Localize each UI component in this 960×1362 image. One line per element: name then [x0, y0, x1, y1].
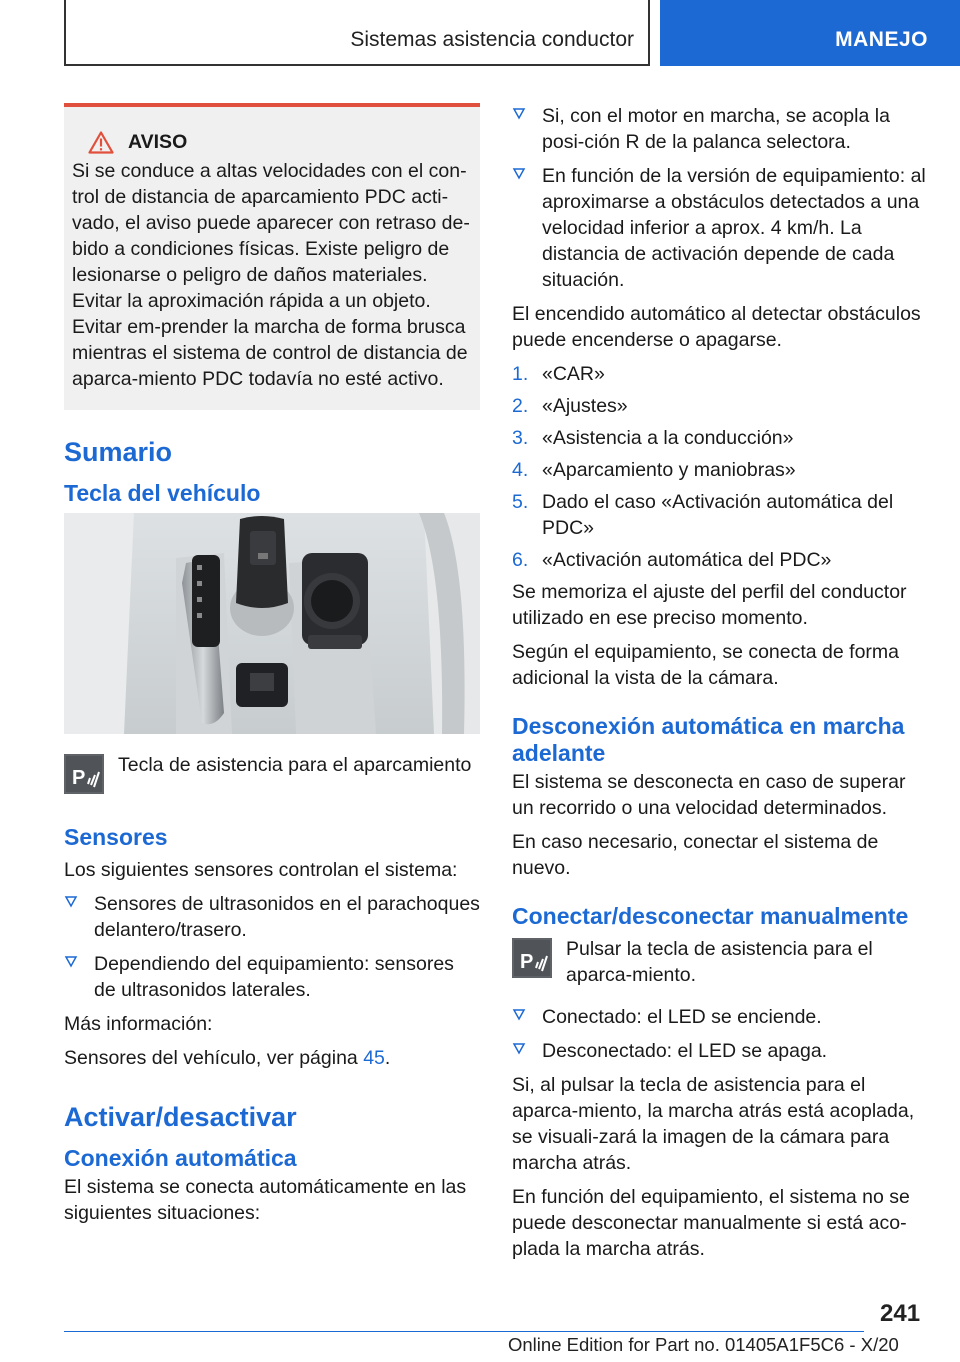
parking-assist-button-icon[interactable] — [64, 754, 104, 794]
desconexion-p2: En caso necesario, conectar el sistema de nuevo. — [512, 831, 879, 879]
list-item — [64, 951, 480, 1003]
step-text: «Aparcamiento y maniobras» — [542, 459, 796, 481]
manual-p2: En función del equipamiento, el sistema no se puede desconectar manualmente si está aco-plada la marcha atrás. — [512, 1186, 910, 1260]
manual-p1: Si, al pulsar la tecla de asistencia para el aparca-miento, la marcha atrás está acoplada, se visuali-zará la imagen de la cámara para marcha atrás. — [512, 1074, 915, 1174]
page-number: 241 — [880, 1300, 921, 1327]
step-item — [512, 489, 928, 541]
page-link[interactable]: 45 — [363, 1047, 385, 1069]
step-number: 3. — [512, 427, 529, 449]
footer-edition: Online Edition for Part no. 01405A1F5C6 - X/20 — [508, 1334, 899, 1355]
left-column — [64, 103, 480, 1234]
reference-end: . — [384, 1047, 391, 1069]
heading-conectar-manual: Conectar/desconectar manualmente — [512, 903, 909, 929]
button-caption: Tecla de asistencia para el aparcamiento — [118, 754, 472, 776]
step-number: 2. — [512, 395, 529, 417]
heading-tecla-vehiculo: Tecla del vehículo — [64, 480, 261, 506]
step-text: «Activación automática del PDC» — [542, 549, 832, 571]
heading-conexion-automatica: Conexión automática — [64, 1145, 297, 1171]
header-chapter-label: MANEJO — [835, 28, 928, 51]
step-number: 1. — [512, 363, 529, 385]
list-item — [512, 103, 928, 155]
step-text: «Ajustes» — [542, 395, 628, 417]
step-item — [512, 361, 928, 387]
heading-desconexion-automatica: Desconexión automática en marcha adelante — [512, 713, 905, 766]
desconexion-p1: El sistema se desconecta en caso de superar un recorrido o una velocidad determinados. — [512, 771, 906, 819]
list-item-text: Conectado: el LED se enciende. — [542, 1006, 822, 1028]
warning-text: Si se conduce a altas velocidades con el con-trol de distancia de aparcamiento PDC acti-vado, el aviso puede aparecer con retraso de-bido a condiciones físicas. Existe peligro de lesionarse o peligro de daños materiales. Evitar la aproximación rápida a un objeto. Evitar em-prender la marcha de forma brusca mientras el sistema de control de distancia de aparca-miento PDC todavía no esté activo. — [72, 160, 470, 390]
triangle-bullet-icon — [64, 955, 78, 969]
footer-divider — [64, 1331, 864, 1332]
header-chapter-tab[interactable] — [660, 0, 960, 66]
list-item — [512, 163, 928, 293]
list-item-text: En función de la versión de equipamiento: al aproximarse a obstáculos detectados a una velocidad inferior a aprox. 4 km/h. La distancia de activación depende de cada situación. — [542, 165, 926, 291]
reference-line — [64, 1045, 480, 1071]
manual-list — [512, 1004, 928, 1064]
step-item — [512, 547, 928, 573]
step-item — [512, 393, 928, 419]
parking-assist-button-icon[interactable] — [512, 938, 552, 978]
list-item — [512, 1004, 928, 1030]
mas-informacion: Más información: — [64, 1013, 213, 1035]
steps-list — [512, 361, 928, 573]
step-number: 5. — [512, 491, 529, 513]
auto-note: El encendido automático al detectar obstáculos puede encenderse o apagarse. — [512, 303, 921, 351]
heading-sensores: Sensores — [64, 824, 168, 850]
right-column — [512, 103, 928, 1270]
sensores-intro: Los siguientes sensores controlan el sistema: — [64, 859, 458, 881]
step-text: «CAR» — [542, 363, 605, 385]
triangle-bullet-icon — [512, 1008, 526, 1022]
button-caption-row — [64, 752, 480, 794]
list-item-text: Dependiendo del equipamiento: sensores de ultrasonidos laterales. — [94, 953, 454, 1001]
warning-box — [64, 103, 480, 410]
list-item-text: Sensores de ultrasonidos en el parachoques delantero/trasero. — [94, 893, 480, 941]
profile-note: Se memoriza el ajuste del perfil del conductor utilizado en ese preciso momento. — [512, 581, 907, 629]
svg-text:P: P — [520, 951, 534, 973]
list-item — [64, 891, 480, 943]
list-item — [512, 1038, 928, 1064]
triangle-bullet-icon — [64, 895, 78, 909]
camera-note: Según el equipamiento, se conecta de forma adicional la vista de la cámara. — [512, 641, 900, 689]
svg-text:P: P — [72, 767, 86, 789]
reference-text: Sensores del vehículo, ver página — [64, 1047, 364, 1069]
triangle-bullet-icon — [512, 167, 526, 181]
conexion-list — [512, 103, 928, 293]
step-text: Dado el caso «Activación automática del PDC» — [542, 491, 894, 539]
step-item — [512, 425, 928, 451]
manual-button-row — [512, 936, 928, 988]
conexion-intro: El sistema se conecta automáticamente en las siguientes situaciones: — [64, 1176, 467, 1224]
manual-button-text: Pulsar la tecla de asistencia para el aparca-miento. — [566, 938, 873, 986]
triangle-bullet-icon — [512, 107, 526, 121]
list-item-text: Desconectado: el LED se apaga. — [542, 1040, 828, 1062]
warning-title: AVISO — [128, 131, 188, 153]
step-number: 4. — [512, 459, 529, 481]
heading-sumario: Sumario — [64, 437, 173, 467]
step-number: 6. — [512, 549, 529, 571]
warning-header — [88, 131, 470, 154]
heading-activar-desactivar: Activar/desactivar — [64, 1102, 297, 1132]
header-section-box — [64, 0, 650, 66]
console-photo — [64, 513, 480, 734]
header-section-title: Sistemas asistencia conductor — [350, 28, 634, 51]
step-text: «Asistencia a la conducción» — [542, 427, 794, 449]
step-item — [512, 457, 928, 483]
triangle-bullet-icon — [512, 1042, 526, 1056]
sensores-list — [64, 891, 480, 1003]
list-item-text: Si, con el motor en marcha, se acopla la posi-ción R de la palanca selectora. — [542, 105, 890, 153]
warning-triangle-icon — [88, 131, 114, 154]
